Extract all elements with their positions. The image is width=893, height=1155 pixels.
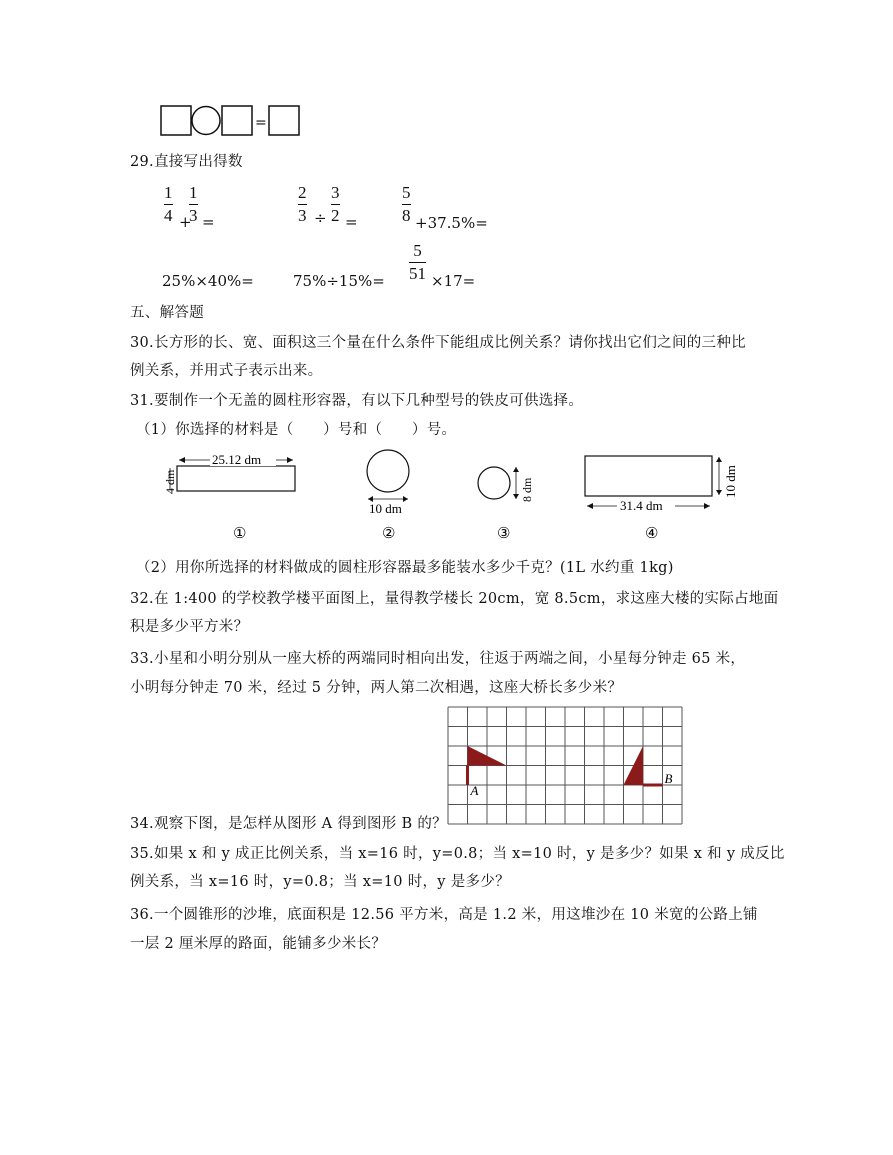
shape-label: ③	[497, 526, 511, 542]
expr-tail: ×17=	[431, 272, 476, 290]
section-title: 五、解答题	[130, 305, 204, 321]
q31-part1: （1）你选择的材料是（ ）号和（ ）号。	[136, 422, 457, 438]
shape-label: ①	[233, 526, 247, 542]
q32-line2: 积是多少平方米？	[130, 619, 249, 635]
fraction: 1 4	[164, 183, 173, 225]
q35-line1: 35.如果 x 和 y 成正比例关系，当 x=16 时，y=0.8；当 x=10 时，y 是多少？如果 x 和 y 成反比	[130, 846, 785, 862]
box-circle-diagram	[160, 105, 310, 137]
q31-part2: （2）用你所选择的材料做成的圆柱形容器最多能装水多少千克？(1L 水约重 1kg)	[136, 560, 674, 576]
fraction: 1 3	[189, 183, 198, 225]
shape-2	[367, 450, 409, 542]
q33-line2: 小明每分钟走 70 米，经过 5 分钟，两人第二次相遇，这座大桥长多少米？	[130, 680, 623, 696]
dim-label: 10 dm	[369, 501, 402, 516]
expr: 25%×40%=	[162, 272, 254, 290]
q29-title: 29.直接写出得数	[130, 154, 243, 170]
shape-label: ②	[382, 526, 396, 542]
box-equation	[160, 105, 310, 137]
q32-line1: 32.在 1:400 的学校教学楼平面图上，量得教学楼长 20cm，宽 8.5cm，求这座大楼的实际占地面	[130, 591, 779, 607]
label-b: B	[664, 771, 673, 786]
shape-4	[585, 456, 738, 542]
fraction: 2 3	[298, 183, 307, 225]
q35-line2: 例关系，当 x=16 时，y=0.8；当 x=10 时，y 是多少？	[130, 874, 510, 890]
equals: =	[345, 213, 358, 231]
q36-line2: 一层 2 厘米厚的路面，能铺多少米长？	[130, 936, 387, 952]
fraction: 5 51	[409, 241, 426, 283]
shape-3	[478, 467, 534, 542]
transformation-grid	[447, 706, 685, 830]
q30-line2: 例关系，并用式子表示出来。	[130, 363, 323, 379]
expr: 75%÷15%=	[293, 272, 385, 290]
fraction: 5 8	[402, 183, 411, 225]
dim-label: 8 dm	[520, 477, 534, 502]
operator: ÷	[314, 209, 327, 227]
dim-label: 31.4 dm	[620, 498, 663, 513]
q30-line1: 30.长方形的长、宽、面积这三个量在什么条件下能组成比例关系？请你找出它们之间的三种比	[130, 335, 746, 351]
dim-label: 4 dm	[163, 469, 177, 494]
dim-label: 25.12 dm	[212, 452, 262, 467]
q34-text: 34.观察下图，是怎样从图形 A 得到图形 B 的？	[130, 816, 447, 832]
q31-title: 31.要制作一个无盖的圆柱形容器，有以下几种型号的铁皮可供选择。	[130, 393, 584, 409]
sheet-shapes	[160, 446, 760, 546]
label-a: A	[470, 783, 479, 798]
equals: =	[202, 213, 215, 231]
q33-line1: 33.小星和小明分别从一座大桥的两端同时相向出发，往返于两端之间，小星每分钟走 65 米，	[130, 651, 746, 667]
expr-tail: +37.5%=	[415, 214, 488, 232]
equals-sign: =	[255, 115, 267, 131]
operator: +	[179, 213, 192, 231]
shape-label: ④	[645, 526, 659, 542]
q36-line1: 36.一个圆锥形的沙堆，底面积是 12.56 平方米，高是 1.2 米，用这堆沙在 10 米宽的公路上铺	[130, 907, 758, 923]
fraction: 3 2	[331, 183, 340, 225]
shape-1	[163, 452, 295, 542]
dim-label: 10 dm	[723, 465, 738, 498]
